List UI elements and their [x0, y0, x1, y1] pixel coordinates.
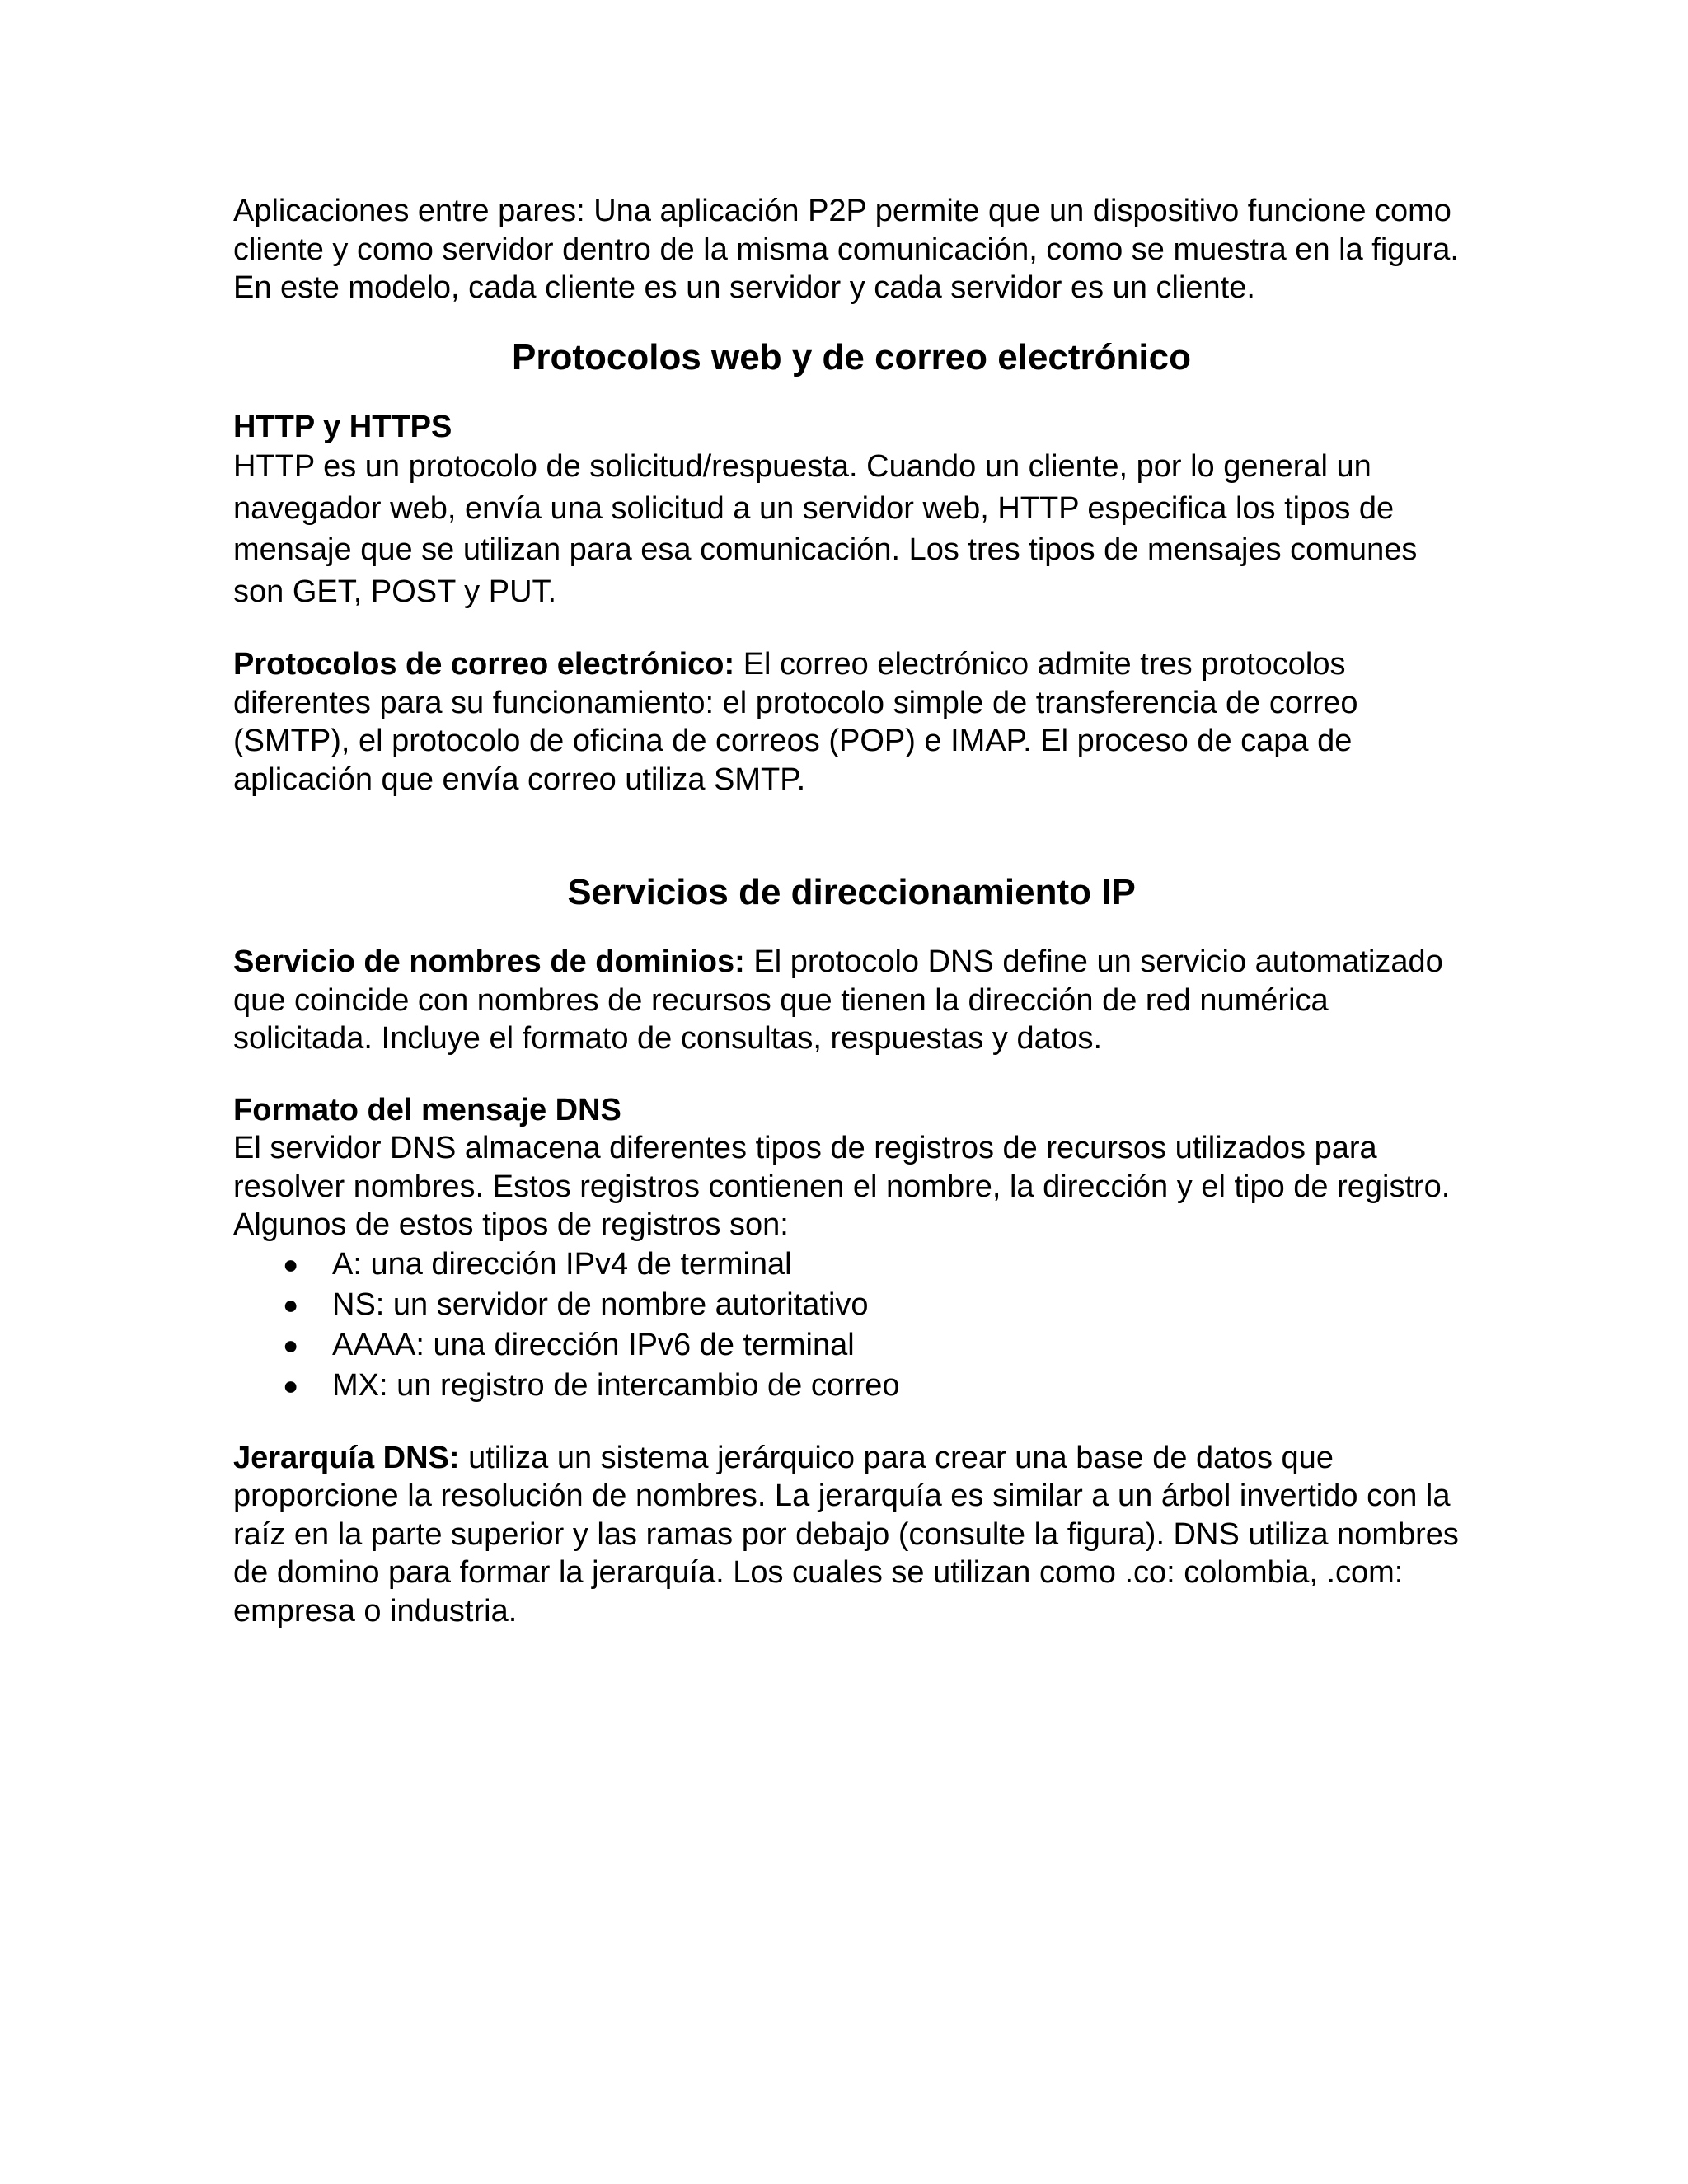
email-body: El correo electrónico admite tres protocolos diferentes para su funcionamiento: el protocolo simple de transferencia de correo (SMTP), el protocolo de oficina de correos (POP) e IMAP. El proceso de capa de aplicación que envía correo utiliza SMTP.: [233, 647, 1358, 797]
record-label: AAAA: una dirección IPv6 de terminal: [332, 1327, 855, 1362]
section-heading-web-email: Protocolos web y de correo electrónico: [512, 336, 1191, 377]
record-label: A: una dirección IPv4 de terminal: [332, 1246, 792, 1282]
bullet-icon: ●: [283, 1249, 299, 1279]
section-heading-ip-services: Servicios de direccionamiento IP: [567, 872, 1136, 912]
intro-paragraph: Aplicaciones entre pares: Una aplicación P2P permite que un dispositivo funcione como cliente y como servidor dentro de la misma comunicación, como se muestra en la figura. En este modelo, cada cliente es un servidor y cada servidor es un cliente.: [233, 194, 1459, 305]
email-lead: Protocolos de correo electrónico:: [233, 647, 735, 682]
dns-hierarchy-body: utiliza un sistema jerárquico para crear una base de datos que proporcione la resolución de nombres. La jerarquía es similar a un árbol invertido con la raíz en la parte superior y las ramas por debajo (consulte la figura). DNS utiliza nombres de domino para formar la jerarquía. Los cuales se utilizan como .co: colombia, .com: empresa o industria.: [233, 1440, 1459, 1629]
record-label: NS: un servidor de nombre autoritativo: [332, 1286, 869, 1322]
list-item: [233, 1366, 1470, 1406]
dns-format-title: Formato del mensaje DNS: [233, 1092, 621, 1127]
bullet-icon: ●: [283, 1289, 299, 1319]
dns-record-list: [233, 1244, 1470, 1406]
http-title: HTTP y HTTPS: [233, 409, 452, 444]
record-label: MX: un registro de intercambio de correo: [332, 1367, 900, 1403]
dns-service-paragraph: [233, 943, 1470, 1058]
http-paragraph: HTTP es un protocolo de solicitud/respuesta. Cuando un cliente, por lo general un navegador web, envía una solicitud a un servidor web, HTTP especifica los tipos de mensaje que se utilizan para esa comunicación. Los tres tipos de mensajes comunes son GET, POST y PUT.: [233, 449, 1418, 609]
dns-hierarchy-paragraph: [233, 1439, 1470, 1631]
dns-service-body: El protocolo DNS define un servicio automatizado que coincide con nombres de recursos que tienen la dirección de red numérica solicitada. Incluye el formato de consultas, respuestas y datos.: [233, 944, 1443, 1056]
bullet-icon: ●: [283, 1329, 299, 1360]
list-item: [233, 1285, 1470, 1325]
list-item: [233, 1244, 1470, 1285]
dns-format-paragraph: El servidor DNS almacena diferentes tipos de registros de recursos utilizados para resolver nombres. Estos registros contienen el nombre, la dirección y el tipo de registro. Algunos de estos tipos de registros son:: [233, 1131, 1451, 1242]
dns-format-block: [233, 1091, 1470, 1406]
http-block: [233, 408, 1470, 613]
page-content: [233, 192, 1470, 1630]
dns-service-lead: Servicio de nombres de dominios:: [233, 944, 745, 979]
dns-hierarchy-lead: Jerarquía DNS:: [233, 1440, 460, 1475]
email-paragraph: [233, 645, 1470, 799]
list-item: [233, 1325, 1470, 1366]
bullet-icon: ●: [283, 1370, 299, 1400]
